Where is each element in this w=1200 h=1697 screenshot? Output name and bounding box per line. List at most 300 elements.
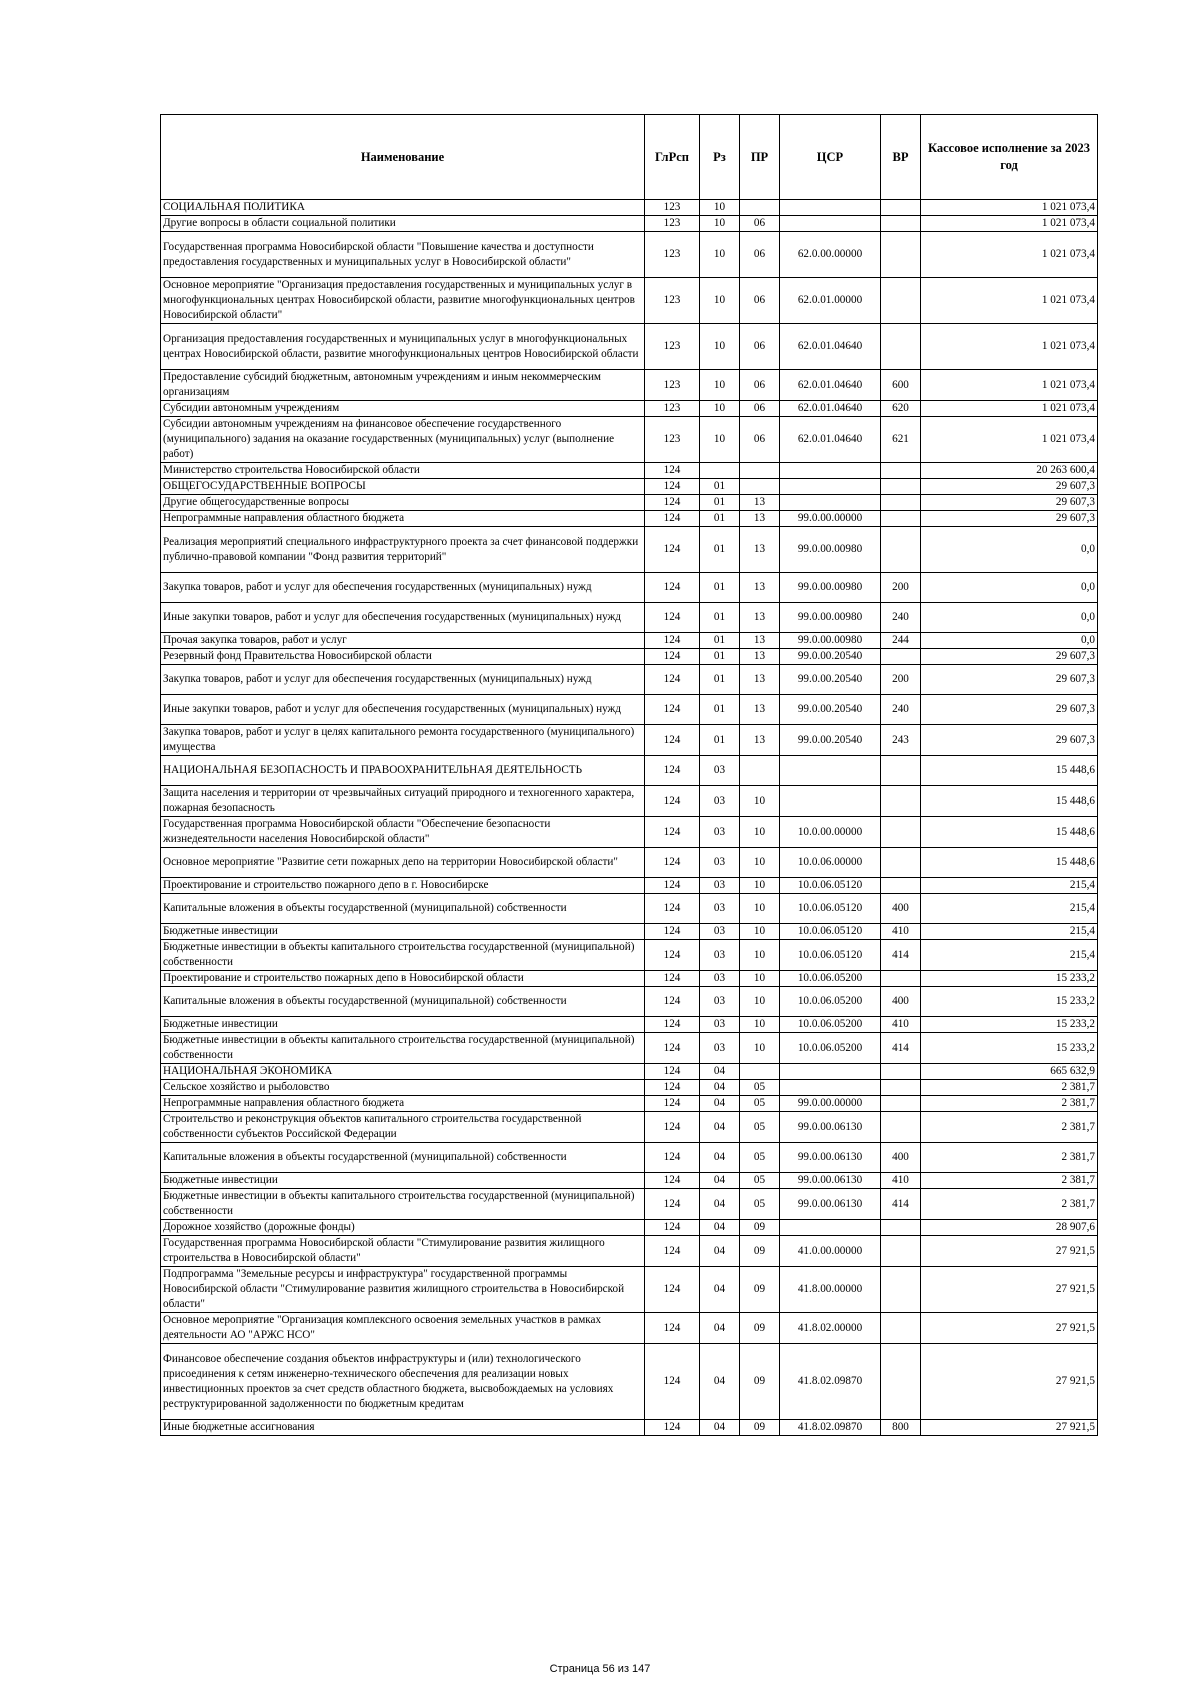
table-row xyxy=(161,216,1098,232)
cell-rz: 01 xyxy=(700,633,740,649)
cell-amount: 2 381,7 xyxy=(921,1189,1098,1220)
cell-amount: 27 921,5 xyxy=(921,1420,1098,1436)
cell-pr: 06 xyxy=(740,324,780,370)
cell-name: Непрограммные направления областного бюджета xyxy=(161,1096,645,1112)
cell-pr: 13 xyxy=(740,573,780,603)
cell-name: Реализация мероприятий специального инфраструктурного проекта за счет финансовой поддержки публично-правовой компании "Фонд развития территорий" xyxy=(161,527,645,573)
cell-csr: 99.0.00.06130 xyxy=(780,1143,881,1173)
cell-name: Закупка товаров, работ и услуг для обеспечения государственных (муниципальных) нужд xyxy=(161,573,645,603)
cell-vr xyxy=(881,649,921,665)
cell-pr: 06 xyxy=(740,401,780,417)
cell-glrsp: 124 xyxy=(645,1173,700,1189)
cell-rz: 01 xyxy=(700,695,740,725)
table-row xyxy=(161,987,1098,1017)
cell-amount: 2 381,7 xyxy=(921,1173,1098,1189)
cell-name: Бюджетные инвестиции xyxy=(161,1017,645,1033)
cell-amount: 29 607,3 xyxy=(921,695,1098,725)
table-header-row xyxy=(161,115,1098,200)
cell-csr: 41.8.00.00000 xyxy=(780,1267,881,1313)
cell-csr: 10.0.00.00000 xyxy=(780,817,881,848)
cell-rz: 04 xyxy=(700,1189,740,1220)
cell-pr: 10 xyxy=(740,894,780,924)
cell-pr: 13 xyxy=(740,603,780,633)
table-row xyxy=(161,232,1098,278)
cell-name: Предоставление субсидий бюджетным, автономным учреждениям и иным некоммерческим организациям xyxy=(161,370,645,401)
cell-vr xyxy=(881,200,921,216)
cell-vr: 244 xyxy=(881,633,921,649)
cell-pr: 05 xyxy=(740,1096,780,1112)
cell-glrsp: 124 xyxy=(645,1344,700,1420)
cell-rz: 03 xyxy=(700,924,740,940)
table-row xyxy=(161,278,1098,324)
cell-pr: 13 xyxy=(740,633,780,649)
cell-name: Бюджетные инвестиции xyxy=(161,924,645,940)
table-row xyxy=(161,495,1098,511)
table-row xyxy=(161,1344,1098,1420)
cell-name: Сельское хозяйство и рыболовство xyxy=(161,1080,645,1096)
cell-vr xyxy=(881,1236,921,1267)
cell-pr: 10 xyxy=(740,987,780,1017)
cell-csr: 10.0.06.05200 xyxy=(780,971,881,987)
cell-amount: 1 021 073,4 xyxy=(921,324,1098,370)
cell-amount: 27 921,5 xyxy=(921,1344,1098,1420)
cell-amount: 20 263 600,4 xyxy=(921,463,1098,479)
cell-name: Иные бюджетные ассигнования xyxy=(161,1420,645,1436)
table-row xyxy=(161,878,1098,894)
cell-name: НАЦИОНАЛЬНАЯ ЭКОНОМИКА xyxy=(161,1064,645,1080)
cell-glrsp: 123 xyxy=(645,401,700,417)
cell-name: Непрограммные направления областного бюджета xyxy=(161,511,645,527)
cell-pr: 06 xyxy=(740,216,780,232)
cell-rz: 04 xyxy=(700,1096,740,1112)
cell-csr: 62.0.01.00000 xyxy=(780,278,881,324)
cell-csr: 99.0.00.00980 xyxy=(780,603,881,633)
cell-rz: 04 xyxy=(700,1420,740,1436)
table-row xyxy=(161,848,1098,878)
cell-vr xyxy=(881,848,921,878)
cell-name: Основное мероприятие "Развитие сети пожарных депо на территории Новосибирской области" xyxy=(161,848,645,878)
table-row xyxy=(161,695,1098,725)
table-row xyxy=(161,1096,1098,1112)
table-row xyxy=(161,894,1098,924)
cell-vr xyxy=(881,1344,921,1420)
cell-glrsp: 124 xyxy=(645,495,700,511)
cell-glrsp: 124 xyxy=(645,1080,700,1096)
table-row xyxy=(161,1173,1098,1189)
cell-vr xyxy=(881,232,921,278)
cell-csr: 99.0.00.00980 xyxy=(780,633,881,649)
cell-rz: 04 xyxy=(700,1344,740,1420)
table-row xyxy=(161,725,1098,756)
cell-csr: 10.0.06.05120 xyxy=(780,894,881,924)
cell-csr: 10.0.06.05200 xyxy=(780,1017,881,1033)
header-amount: Кассовое исполнение за 2023 год xyxy=(921,115,1098,200)
cell-vr: 800 xyxy=(881,1420,921,1436)
cell-name: НАЦИОНАЛЬНАЯ БЕЗОПАСНОСТЬ И ПРАВООХРАНИТЕЛЬНАЯ ДЕЯТЕЛЬНОСТЬ xyxy=(161,756,645,786)
table-row xyxy=(161,1064,1098,1080)
cell-name: Дорожное хозяйство (дорожные фонды) xyxy=(161,1220,645,1236)
table-row xyxy=(161,1267,1098,1313)
cell-rz: 01 xyxy=(700,479,740,495)
cell-pr xyxy=(740,479,780,495)
cell-rz: 03 xyxy=(700,878,740,894)
cell-amount: 29 607,3 xyxy=(921,725,1098,756)
cell-rz: 10 xyxy=(700,232,740,278)
cell-csr: 62.0.01.04640 xyxy=(780,370,881,401)
cell-amount: 1 021 073,4 xyxy=(921,200,1098,216)
cell-pr: 13 xyxy=(740,725,780,756)
cell-vr: 620 xyxy=(881,401,921,417)
cell-glrsp: 123 xyxy=(645,200,700,216)
table-row xyxy=(161,200,1098,216)
cell-pr: 10 xyxy=(740,924,780,940)
cell-csr: 41.8.02.09870 xyxy=(780,1344,881,1420)
cell-pr: 09 xyxy=(740,1220,780,1236)
table-row xyxy=(161,1080,1098,1096)
cell-glrsp: 123 xyxy=(645,370,700,401)
cell-amount: 15 233,2 xyxy=(921,1033,1098,1064)
cell-amount: 665 632,9 xyxy=(921,1064,1098,1080)
table-row xyxy=(161,573,1098,603)
header-pr: ПР xyxy=(740,115,780,200)
cell-glrsp: 123 xyxy=(645,324,700,370)
cell-csr: 99.0.00.00980 xyxy=(780,527,881,573)
table-row xyxy=(161,649,1098,665)
cell-pr xyxy=(740,463,780,479)
cell-amount: 29 607,3 xyxy=(921,649,1098,665)
cell-amount: 28 907,6 xyxy=(921,1220,1098,1236)
header-rz: Рз xyxy=(700,115,740,200)
cell-name: Защита населения и территории от чрезвычайных ситуаций природного и техногенного характера, пожарная безопасность xyxy=(161,786,645,817)
cell-amount: 29 607,3 xyxy=(921,479,1098,495)
cell-name: Капитальные вложения в объекты государственной (муниципальной) собственности xyxy=(161,1143,645,1173)
table-row xyxy=(161,479,1098,495)
cell-pr: 06 xyxy=(740,232,780,278)
cell-pr: 10 xyxy=(740,786,780,817)
cell-rz: 01 xyxy=(700,495,740,511)
cell-name: Бюджетные инвестиции в объекты капитального строительства государственной (муниципальной) собственности xyxy=(161,940,645,971)
cell-vr: 200 xyxy=(881,573,921,603)
cell-glrsp: 123 xyxy=(645,417,700,463)
cell-glrsp: 124 xyxy=(645,987,700,1017)
table-row xyxy=(161,1033,1098,1064)
cell-vr xyxy=(881,1267,921,1313)
cell-pr xyxy=(740,756,780,786)
cell-glrsp: 124 xyxy=(645,725,700,756)
cell-vr xyxy=(881,1313,921,1344)
cell-rz: 01 xyxy=(700,511,740,527)
cell-vr: 400 xyxy=(881,987,921,1017)
cell-glrsp: 124 xyxy=(645,894,700,924)
cell-amount: 1 021 073,4 xyxy=(921,417,1098,463)
cell-glrsp: 124 xyxy=(645,695,700,725)
cell-pr: 13 xyxy=(740,665,780,695)
cell-name: Бюджетные инвестиции в объекты капитального строительства государственной (муниципальной) собственности xyxy=(161,1189,645,1220)
cell-csr: 99.0.00.06130 xyxy=(780,1189,881,1220)
cell-vr xyxy=(881,1112,921,1143)
cell-rz: 03 xyxy=(700,848,740,878)
cell-name: Финансовое обеспечение создания объектов инфраструктуры и (или) технологического присоединения к сетям инженерно-технического обеспечения для реализации новых инвестиционных проектов за счет средств областного бюджета, высвобождаемых на условиях реструктурированной задолженности по бюджетным кредитам xyxy=(161,1344,645,1420)
cell-rz: 04 xyxy=(700,1267,740,1313)
cell-amount: 2 381,7 xyxy=(921,1112,1098,1143)
cell-amount: 215,4 xyxy=(921,940,1098,971)
cell-name: Иные закупки товаров, работ и услуг для обеспечения государственных (муниципальных) нужд xyxy=(161,695,645,725)
cell-name: Государственная программа Новосибирской области "Обеспечение безопасности жизнедеятельности населения Новосибирской области" xyxy=(161,817,645,848)
cell-amount: 29 607,3 xyxy=(921,511,1098,527)
header-glrsp: ГлРсп xyxy=(645,115,700,200)
cell-rz: 04 xyxy=(700,1236,740,1267)
cell-amount: 0,0 xyxy=(921,573,1098,603)
cell-pr: 10 xyxy=(740,1017,780,1033)
cell-vr: 621 xyxy=(881,417,921,463)
cell-pr: 10 xyxy=(740,1033,780,1064)
cell-rz: 10 xyxy=(700,370,740,401)
cell-glrsp: 124 xyxy=(645,603,700,633)
cell-rz: 10 xyxy=(700,216,740,232)
cell-glrsp: 123 xyxy=(645,232,700,278)
cell-name: Подпрограмма "Земельные ресурсы и инфраструктура" государственной программы Новосибирской области "Стимулирование развития жилищного строительства в Новосибирской области" xyxy=(161,1267,645,1313)
cell-rz: 03 xyxy=(700,894,740,924)
cell-vr xyxy=(881,1080,921,1096)
header-csr: ЦСР xyxy=(780,115,881,200)
cell-name: Капитальные вложения в объекты государственной (муниципальной) собственности xyxy=(161,987,645,1017)
cell-pr: 05 xyxy=(740,1112,780,1143)
cell-csr: 62.0.01.04640 xyxy=(780,417,881,463)
cell-pr: 06 xyxy=(740,370,780,401)
cell-amount: 2 381,7 xyxy=(921,1143,1098,1173)
cell-glrsp: 124 xyxy=(645,817,700,848)
cell-vr xyxy=(881,324,921,370)
cell-csr: 10.0.06.05120 xyxy=(780,940,881,971)
table-row xyxy=(161,401,1098,417)
cell-pr xyxy=(740,1064,780,1080)
cell-amount: 15 448,6 xyxy=(921,786,1098,817)
cell-name: Государственная программа Новосибирской области "Стимулирование развития жилищного строительства в Новосибирской области" xyxy=(161,1236,645,1267)
cell-vr: 240 xyxy=(881,695,921,725)
cell-csr: 10.0.06.05200 xyxy=(780,987,881,1017)
cell-rz: 10 xyxy=(700,401,740,417)
cell-glrsp: 123 xyxy=(645,216,700,232)
cell-pr: 05 xyxy=(740,1143,780,1173)
cell-rz: 10 xyxy=(700,200,740,216)
cell-vr xyxy=(881,756,921,786)
cell-csr: 99.0.00.06130 xyxy=(780,1173,881,1189)
cell-pr: 13 xyxy=(740,495,780,511)
cell-csr: 99.0.00.06130 xyxy=(780,1112,881,1143)
page-footer: Страница 56 из 147 xyxy=(549,1663,651,1675)
header-name: Наименование xyxy=(161,115,645,200)
table-row xyxy=(161,1313,1098,1344)
table-row xyxy=(161,756,1098,786)
cell-amount: 1 021 073,4 xyxy=(921,370,1098,401)
table-row xyxy=(161,417,1098,463)
cell-csr: 99.0.00.00980 xyxy=(780,573,881,603)
cell-csr xyxy=(780,463,881,479)
cell-rz: 01 xyxy=(700,603,740,633)
table-row xyxy=(161,817,1098,848)
cell-vr: 400 xyxy=(881,1143,921,1173)
table-row xyxy=(161,940,1098,971)
cell-rz: 10 xyxy=(700,324,740,370)
cell-rz: 10 xyxy=(700,417,740,463)
cell-glrsp: 124 xyxy=(645,1220,700,1236)
cell-vr xyxy=(881,971,921,987)
cell-rz: 03 xyxy=(700,987,740,1017)
cell-amount: 1 021 073,4 xyxy=(921,401,1098,417)
cell-vr xyxy=(881,817,921,848)
cell-csr: 10.0.06.05120 xyxy=(780,924,881,940)
cell-csr: 99.0.00.20540 xyxy=(780,665,881,695)
cell-amount: 0,0 xyxy=(921,633,1098,649)
cell-name: Проектирование и строительство пожарных депо в Новосибирской области xyxy=(161,971,645,987)
cell-rz: 03 xyxy=(700,786,740,817)
cell-name: Организация предоставления государственных и муниципальных услуг в многофункциональных центрах Новосибирской области, развитие многофункциональных центров Новосибирской области xyxy=(161,324,645,370)
cell-csr: 10.0.06.05120 xyxy=(780,878,881,894)
cell-name: Бюджетные инвестиции xyxy=(161,1173,645,1189)
cell-amount: 15 448,6 xyxy=(921,848,1098,878)
table-row xyxy=(161,1112,1098,1143)
cell-amount: 215,4 xyxy=(921,894,1098,924)
cell-rz: 03 xyxy=(700,971,740,987)
cell-glrsp: 124 xyxy=(645,924,700,940)
cell-name: Прочая закупка товаров, работ и услуг xyxy=(161,633,645,649)
cell-vr: 414 xyxy=(881,1189,921,1220)
cell-pr: 13 xyxy=(740,527,780,573)
cell-pr: 10 xyxy=(740,940,780,971)
cell-csr: 99.0.00.00000 xyxy=(780,1096,881,1112)
cell-glrsp: 124 xyxy=(645,1420,700,1436)
cell-rz: 04 xyxy=(700,1313,740,1344)
table-row xyxy=(161,370,1098,401)
cell-rz: 03 xyxy=(700,1033,740,1064)
cell-glrsp: 124 xyxy=(645,649,700,665)
cell-amount: 2 381,7 xyxy=(921,1096,1098,1112)
cell-name: Субсидии автономным учреждениям на финансовое обеспечение государственного (муниципального) задания на оказание государственных (муниципальных) услуг (выполнение работ) xyxy=(161,417,645,463)
cell-csr: 99.0.00.20540 xyxy=(780,695,881,725)
cell-rz: 04 xyxy=(700,1080,740,1096)
table-row xyxy=(161,603,1098,633)
cell-name: Закупка товаров, работ и услуг в целях капитального ремонта государственного (муниципального) имущества xyxy=(161,725,645,756)
cell-vr: 200 xyxy=(881,665,921,695)
cell-glrsp: 124 xyxy=(645,1236,700,1267)
cell-pr: 10 xyxy=(740,878,780,894)
cell-vr xyxy=(881,278,921,324)
cell-rz: 01 xyxy=(700,573,740,603)
table-row xyxy=(161,463,1098,479)
cell-pr xyxy=(740,200,780,216)
cell-glrsp: 124 xyxy=(645,479,700,495)
cell-amount: 0,0 xyxy=(921,603,1098,633)
cell-vr: 410 xyxy=(881,1017,921,1033)
cell-vr xyxy=(881,1220,921,1236)
table-row xyxy=(161,511,1098,527)
cell-rz: 01 xyxy=(700,527,740,573)
cell-csr: 99.0.00.20540 xyxy=(780,725,881,756)
cell-vr xyxy=(881,527,921,573)
cell-name: ОБЩЕГОСУДАРСТВЕННЫЕ ВОПРОСЫ xyxy=(161,479,645,495)
cell-amount: 27 921,5 xyxy=(921,1267,1098,1313)
cell-vr: 410 xyxy=(881,1173,921,1189)
cell-pr: 05 xyxy=(740,1173,780,1189)
cell-glrsp: 124 xyxy=(645,1143,700,1173)
cell-pr: 06 xyxy=(740,278,780,324)
cell-vr xyxy=(881,878,921,894)
cell-pr: 13 xyxy=(740,649,780,665)
cell-name: Другие общегосударственные вопросы xyxy=(161,495,645,511)
cell-rz: 01 xyxy=(700,725,740,756)
cell-amount: 27 921,5 xyxy=(921,1236,1098,1267)
cell-rz: 01 xyxy=(700,649,740,665)
cell-glrsp: 124 xyxy=(645,511,700,527)
cell-vr: 243 xyxy=(881,725,921,756)
cell-name: Бюджетные инвестиции в объекты капитального строительства государственной (муниципальной) собственности xyxy=(161,1033,645,1064)
cell-glrsp: 124 xyxy=(645,848,700,878)
cell-glrsp: 124 xyxy=(645,786,700,817)
cell-rz: 04 xyxy=(700,1173,740,1189)
cell-pr: 09 xyxy=(740,1236,780,1267)
cell-glrsp: 124 xyxy=(645,1096,700,1112)
cell-amount: 15 233,2 xyxy=(921,971,1098,987)
cell-name: Строительство и реконструкция объектов капитального строительства государственной собственности субъектов Российской Федерации xyxy=(161,1112,645,1143)
cell-rz: 03 xyxy=(700,817,740,848)
cell-amount: 215,4 xyxy=(921,878,1098,894)
table-row xyxy=(161,1143,1098,1173)
cell-name: СОЦИАЛЬНАЯ ПОЛИТИКА xyxy=(161,200,645,216)
cell-csr xyxy=(780,1220,881,1236)
cell-vr: 240 xyxy=(881,603,921,633)
cell-glrsp: 124 xyxy=(645,633,700,649)
cell-amount: 15 448,6 xyxy=(921,756,1098,786)
table-row xyxy=(161,633,1098,649)
cell-vr xyxy=(881,463,921,479)
cell-name: Проектирование и строительство пожарного депо в г. Новосибирске xyxy=(161,878,645,894)
cell-amount: 1 021 073,4 xyxy=(921,216,1098,232)
cell-glrsp: 124 xyxy=(645,1017,700,1033)
cell-csr xyxy=(780,756,881,786)
cell-amount: 1 021 073,4 xyxy=(921,232,1098,278)
cell-csr: 99.0.00.20540 xyxy=(780,649,881,665)
cell-vr: 414 xyxy=(881,1033,921,1064)
cell-glrsp: 124 xyxy=(645,1313,700,1344)
cell-rz: 04 xyxy=(700,1112,740,1143)
cell-glrsp: 124 xyxy=(645,1267,700,1313)
cell-pr: 06 xyxy=(740,417,780,463)
table-row xyxy=(161,1420,1098,1436)
cell-csr xyxy=(780,1080,881,1096)
cell-csr xyxy=(780,479,881,495)
cell-glrsp: 124 xyxy=(645,1112,700,1143)
cell-pr: 09 xyxy=(740,1344,780,1420)
cell-vr xyxy=(881,495,921,511)
budget-execution-table xyxy=(160,114,1098,1436)
table-row xyxy=(161,324,1098,370)
cell-csr: 10.0.06.00000 xyxy=(780,848,881,878)
cell-vr: 600 xyxy=(881,370,921,401)
cell-name: Другие вопросы в области социальной политики xyxy=(161,216,645,232)
cell-rz: 04 xyxy=(700,1220,740,1236)
cell-rz: 03 xyxy=(700,756,740,786)
cell-glrsp: 124 xyxy=(645,527,700,573)
cell-glrsp: 124 xyxy=(645,463,700,479)
cell-amount: 215,4 xyxy=(921,924,1098,940)
table-row xyxy=(161,1220,1098,1236)
cell-name: Резервный фонд Правительства Новосибирской области xyxy=(161,649,645,665)
table-row xyxy=(161,1017,1098,1033)
cell-name: Основное мероприятие "Организация комплексного освоения земельных участков в рамках деятельности АО "АРЖС НСО" xyxy=(161,1313,645,1344)
cell-glrsp: 124 xyxy=(645,665,700,695)
cell-vr: 400 xyxy=(881,894,921,924)
cell-name: Иные закупки товаров, работ и услуг для обеспечения государственных (муниципальных) нужд xyxy=(161,603,645,633)
